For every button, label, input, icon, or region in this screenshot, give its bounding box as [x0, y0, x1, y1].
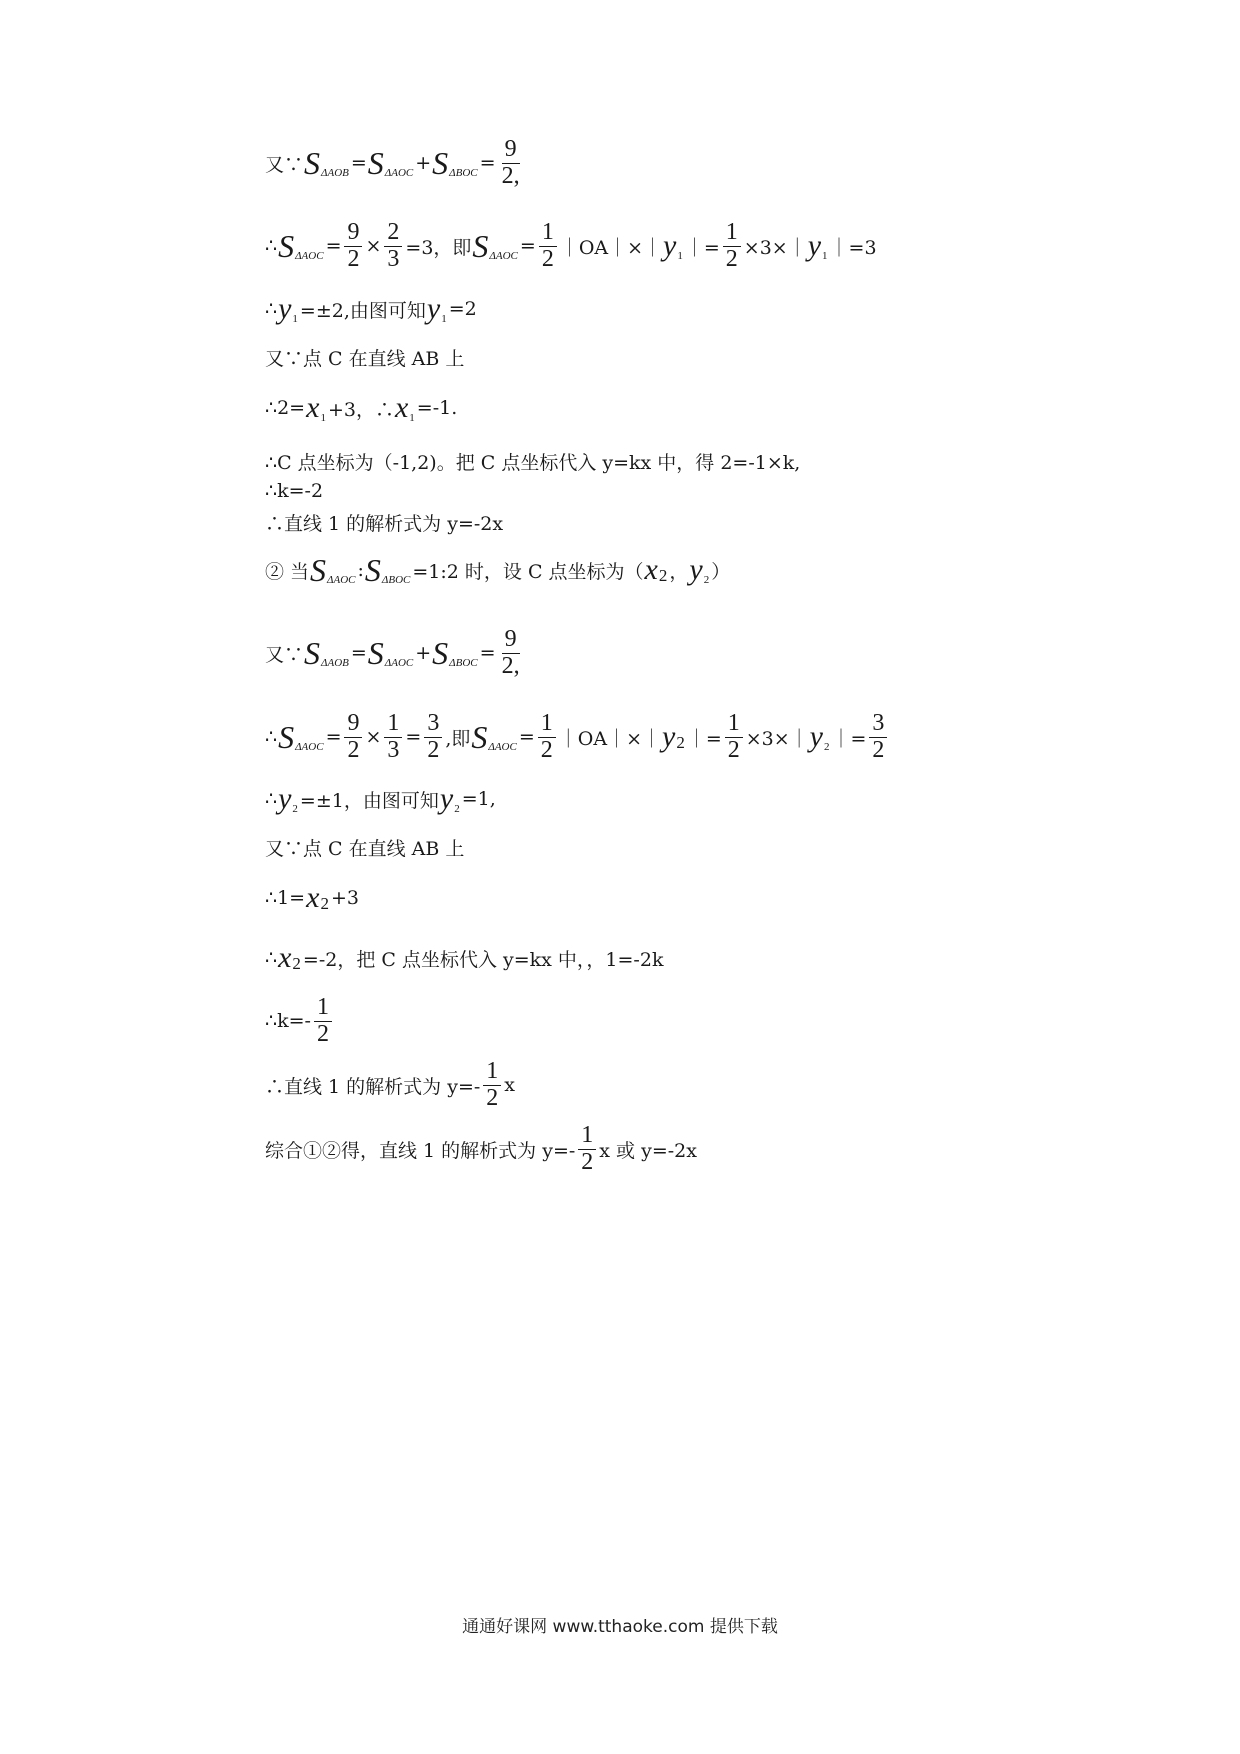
subscript: 2	[454, 803, 460, 815]
text-run: x 或 y=-2x	[599, 1139, 697, 1162]
text-run: ×3×｜	[743, 236, 807, 259]
fraction-numerator: 1	[539, 220, 557, 246]
text-run: ∴k=-	[265, 1010, 311, 1032]
fraction-denominator: 3	[387, 245, 400, 272]
variable: y	[426, 292, 441, 325]
subscript: 2	[703, 574, 710, 586]
text-run: ∴直线 1 的解析式为 y=-	[265, 1075, 481, 1098]
fraction-denominator: 2	[581, 1148, 594, 1175]
text-run: ｜OA｜×｜	[559, 236, 663, 259]
fraction	[499, 137, 523, 188]
text-run: =±2,由图可知	[299, 299, 426, 322]
variable: x	[306, 881, 320, 914]
subscript: 1	[409, 412, 415, 424]
text-run: ∴	[265, 788, 278, 810]
variable: y	[661, 720, 676, 753]
math-line-l2	[265, 211, 877, 281]
fraction-denominator: 2	[486, 1084, 499, 1111]
text-run: ×	[365, 726, 382, 748]
variable: y	[809, 720, 823, 753]
text-run: ② 当	[265, 560, 310, 583]
text-run: ）	[711, 560, 731, 583]
math-line-l1	[265, 128, 526, 198]
text-run: =±1，由图可知	[299, 789, 439, 812]
variable: y	[439, 782, 454, 815]
fraction-numerator: 9	[344, 711, 362, 737]
fraction-denominator: 2	[316, 1020, 329, 1047]
subscript: ΔAOC	[327, 574, 356, 586]
text-run: =1:2 时，设 C 点坐标为（	[412, 560, 644, 583]
text-run: ｜OA｜×｜	[558, 727, 661, 750]
subscript: 1	[677, 250, 683, 262]
text-run: ×	[365, 235, 382, 257]
fraction	[869, 711, 887, 762]
text-run: =	[350, 642, 367, 664]
page-footer: 通通好课网 www.tthaoke.com 提供下载	[462, 1617, 778, 1637]
variable: x	[644, 553, 658, 586]
fraction-denominator: 3	[387, 736, 400, 763]
text-run: =3，即	[405, 236, 472, 259]
subscript: ΔAOB	[321, 657, 349, 669]
fraction-denominator: 2	[347, 245, 360, 272]
math-line-l6	[265, 426, 800, 496]
text-run: x	[504, 1074, 515, 1096]
fraction-numerator: 9	[502, 137, 520, 163]
text-run: ∴1=	[265, 887, 306, 909]
math-line-l10	[265, 618, 526, 688]
fraction	[314, 995, 332, 1046]
fraction	[384, 220, 402, 271]
fraction-denominator: 2	[727, 736, 740, 763]
subscript: 2	[292, 954, 301, 973]
fraction	[344, 220, 362, 271]
math-line-l16	[265, 986, 335, 1056]
variable: y	[278, 292, 292, 325]
text-run: =	[325, 235, 342, 257]
text-run: ∴	[265, 298, 278, 320]
area-symbol: S	[364, 551, 381, 588]
fraction-numerator: 1	[725, 711, 743, 737]
fraction	[424, 711, 442, 762]
fraction	[725, 711, 743, 762]
subscript: 1	[320, 412, 326, 424]
fraction-numerator: 1	[384, 711, 402, 737]
text-run: ,即	[445, 727, 471, 750]
fraction	[538, 711, 556, 762]
area-symbol: S	[278, 718, 295, 755]
fraction-numerator: 1	[483, 1059, 501, 1085]
text-run: ｜=	[831, 727, 867, 750]
variable: y	[689, 553, 703, 586]
variable: y	[807, 229, 822, 262]
fraction-denominator: 2,	[501, 652, 520, 679]
text-run: ｜=	[684, 236, 720, 259]
text-run: =	[479, 642, 496, 664]
text-run: =1,	[461, 788, 496, 810]
fraction-denominator: 2	[725, 245, 738, 272]
subscript: ΔAOC	[489, 250, 518, 262]
fraction-numerator: 3	[424, 711, 442, 737]
math-line-l9	[265, 535, 730, 605]
text-run: +3，∴	[327, 398, 394, 421]
subscript: 1	[822, 250, 828, 262]
math-line-l17	[265, 1050, 515, 1120]
subscript: 2	[320, 894, 329, 913]
math-line-l18	[265, 1114, 697, 1184]
subscript: ΔAOC	[488, 741, 517, 753]
fraction-numerator: 2	[384, 220, 402, 246]
area-symbol: S	[367, 144, 384, 181]
fraction-numerator: 9	[502, 627, 520, 653]
math-line-l11	[265, 702, 890, 772]
fraction-denominator: 2	[872, 736, 885, 763]
subscript: 2	[824, 741, 830, 753]
fraction	[499, 627, 523, 678]
fraction	[578, 1123, 596, 1174]
fraction	[344, 711, 362, 762]
subscript: ΔAOC	[384, 657, 414, 669]
text-run: ，	[669, 560, 689, 583]
text-run: =	[405, 726, 422, 748]
text-run: ∴k=-2	[265, 480, 324, 502]
area-symbol: S	[304, 634, 321, 671]
area-symbol: S	[432, 634, 449, 671]
text-run: 又∵点 C 在直线 AB 上	[265, 837, 465, 860]
text-run: ×3×｜	[745, 727, 809, 750]
text-run: ∴直线 1 的解析式为 y=-2x	[265, 512, 504, 535]
text-run: 又∵	[265, 153, 304, 176]
fraction-denominator: 2	[427, 736, 440, 763]
fraction	[384, 711, 402, 762]
text-run: ∴	[265, 235, 278, 257]
fraction-denominator: 2	[540, 736, 553, 763]
subscript: 2	[292, 803, 298, 815]
text-run: ｜=	[686, 727, 722, 750]
fraction	[539, 220, 557, 271]
subscript: 2	[676, 733, 685, 752]
text-run: =	[325, 726, 342, 748]
variable: y	[278, 782, 292, 815]
text-run: ∴C 点坐标为（-1,2)。把 C 点坐标代入 y=kx 中，得 2=-1×k,	[265, 451, 801, 474]
text-run: =	[519, 235, 536, 257]
text-run: =	[518, 726, 535, 748]
area-symbol: S	[472, 227, 489, 264]
area-symbol: S	[278, 227, 295, 264]
fraction-numerator: 1	[723, 220, 741, 246]
variable: x	[394, 391, 409, 424]
fraction-numerator: 1	[314, 995, 332, 1021]
area-symbol: S	[432, 144, 449, 181]
area-symbol: S	[310, 551, 327, 588]
text-run: +	[415, 642, 432, 664]
text-run: +3	[330, 887, 359, 909]
subscript: ΔBOC	[381, 574, 411, 586]
text-run: ∴	[265, 726, 278, 748]
text-run: :	[357, 559, 364, 581]
variable: x	[306, 391, 320, 424]
area-symbol: S	[367, 634, 384, 671]
text-run: =	[350, 152, 367, 174]
subscript: ΔBOC	[449, 167, 478, 179]
subscript: ΔAOB	[321, 167, 349, 179]
text-run: 又∵	[265, 643, 304, 666]
subscript: 2	[658, 566, 668, 585]
fraction-denominator: 2	[541, 245, 554, 272]
fraction	[483, 1059, 501, 1110]
text-run: ｜=3	[829, 236, 877, 259]
subscript: ΔAOC	[295, 250, 324, 262]
fraction-numerator: 3	[869, 711, 887, 737]
subscript: ΔBOC	[449, 657, 478, 669]
text-run: 综合①②得，直线 1 的解析式为 y=-	[265, 1139, 576, 1162]
subscript: 1	[292, 313, 298, 325]
area-symbol: S	[471, 718, 488, 755]
fraction	[723, 220, 741, 271]
subscript: 1	[441, 313, 447, 325]
math-line-l15	[265, 923, 663, 993]
area-symbol: S	[304, 144, 321, 181]
text-run: =-2，把 C 点坐标代入 y=kx 中，，1=-2k	[302, 948, 664, 971]
variable: x	[278, 941, 292, 974]
text-run: =	[479, 152, 496, 174]
text-run: 又∵点 C 在直线 AB 上	[265, 347, 465, 370]
subscript: ΔAOC	[295, 741, 324, 753]
fraction-denominator: 2	[347, 736, 360, 763]
variable: y	[663, 229, 677, 262]
text-run: =-1.	[416, 397, 458, 419]
fraction-denominator: 2,	[501, 162, 520, 189]
subscript: ΔAOC	[384, 167, 414, 179]
text-run: ∴	[265, 947, 278, 969]
text-run: +	[415, 152, 432, 174]
text-run: =2	[448, 298, 477, 320]
fraction-numerator: 9	[344, 220, 362, 246]
fraction-numerator: 1	[578, 1123, 596, 1149]
text-run: ∴2=	[265, 397, 306, 419]
fraction-numerator: 1	[538, 711, 556, 737]
